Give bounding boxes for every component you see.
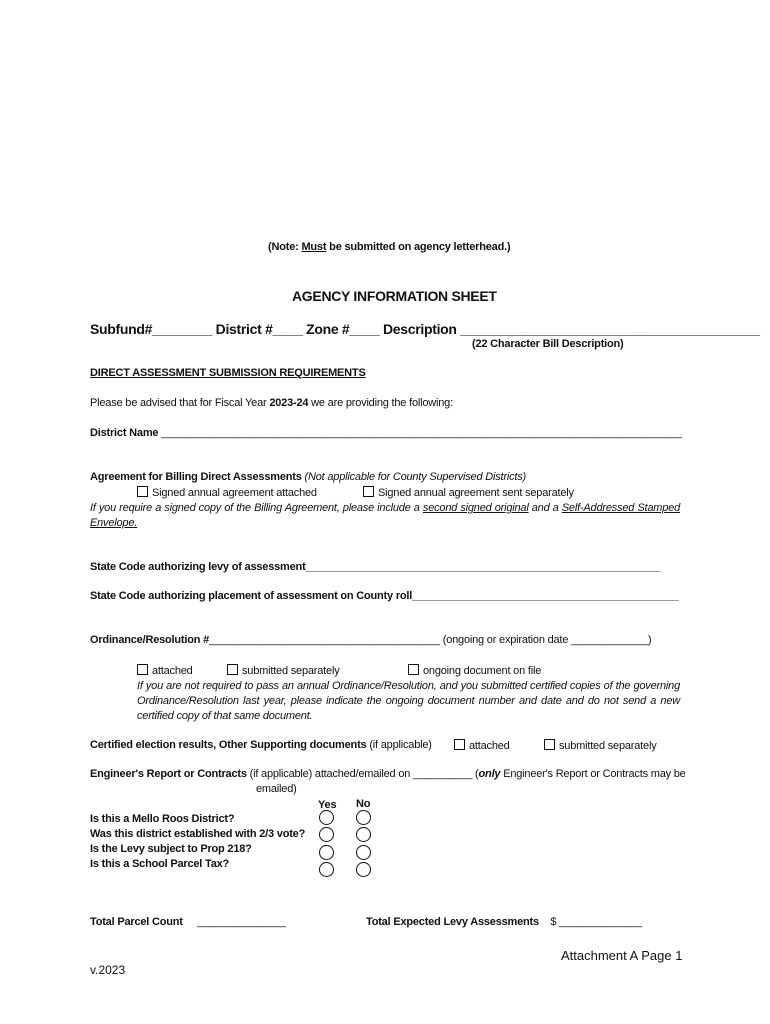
agreement-option-attached[interactable]: Signed annual agreement attached xyxy=(137,486,317,499)
checkbox[interactable] xyxy=(544,739,555,750)
zone-field[interactable]: Zone #____ xyxy=(306,321,380,337)
radio-yes-school-tax[interactable] xyxy=(319,862,334,877)
ordinance-field[interactable]: _______________________________________ xyxy=(209,634,440,646)
question-two-thirds-vote: Was this district established with 2/3 vote? xyxy=(90,828,306,840)
version-label: v.2023 xyxy=(90,963,126,977)
subfund-field[interactable]: Subfund#________ xyxy=(90,321,213,337)
agreement-row: Agreement for Billing Direct Assessments (Not applicable for County Supervised Districts) xyxy=(90,471,527,483)
radio-no-school-tax[interactable] xyxy=(356,862,371,877)
question-mello-roos: Is this a Mello Roos District? xyxy=(90,813,235,825)
total-parcel-row: Total Parcel Count _______________ xyxy=(90,916,286,928)
questions-list xyxy=(90,812,305,872)
ordinance-option-attached[interactable]: attached xyxy=(137,664,193,677)
description-field[interactable]: Description ________________________________________ xyxy=(382,321,760,337)
certified-row: Certified election results, Other Supporting documents (if applicable) xyxy=(90,739,432,751)
agreement-instructions: If you require a signed copy of the Billing Agreement, please include a second signed original and a Self-Addressed Stamped Envelope. xyxy=(90,502,680,529)
checkbox[interactable] xyxy=(454,739,465,750)
state-code-levy-field[interactable]: State Code authorizing levy of assessment____________________________________________________________ xyxy=(90,561,661,573)
district-field[interactable]: District #____ xyxy=(215,321,303,337)
checkbox[interactable] xyxy=(227,664,238,675)
ordinance-option-separate[interactable]: submitted separately xyxy=(227,664,340,677)
question-school-parcel-tax: Is this a School Parcel Tax? xyxy=(90,858,230,870)
bill-description-hint: (22 Character Bill Description) xyxy=(472,338,624,350)
radio-no-prop-218[interactable] xyxy=(356,845,371,860)
total-levy-row: Total Expected Levy Assessments $ ______________ xyxy=(366,916,642,928)
radio-yes-mello-roos[interactable] xyxy=(319,810,334,825)
fiscal-year-statement: Please be advised that for Fiscal Year 2023-24 we are providing the following: xyxy=(90,397,453,409)
subfund-line xyxy=(90,321,760,337)
section-heading: DIRECT ASSESSMENT SUBMISSION REQUIREMENTS xyxy=(90,367,366,379)
ordinance-instructions: If you are not required to pass an annual Ordinance/Resolution, and you submitted certified copies of the governing Ordinance/Resolution last year, please indicate the ongoing document number and date and do not send a new certified copy of that same document. xyxy=(137,680,680,722)
engineer-row-continued: emailed) xyxy=(256,783,297,795)
district-name-row xyxy=(90,427,682,439)
ordinance-row: Ordinance/Resolution #_______________________________________ (ongoing or expiration date _____________) xyxy=(90,634,652,646)
page-title: AGENCY INFORMATION SHEET xyxy=(292,288,497,304)
radio-yes-two-thirds[interactable] xyxy=(319,827,334,842)
radio-yes-prop-218[interactable] xyxy=(319,845,334,860)
radio-no-two-thirds[interactable] xyxy=(356,827,371,842)
certified-option-attached[interactable]: attached xyxy=(454,739,510,752)
checkbox[interactable] xyxy=(363,486,374,497)
checkbox[interactable] xyxy=(137,664,148,675)
no-column-header: No xyxy=(356,798,371,810)
question-prop-218: Is the Levy subject to Prop 218? xyxy=(90,843,252,855)
letterhead-note: (Note: Must be submitted on agency letterhead.) xyxy=(268,241,511,253)
checkbox[interactable] xyxy=(408,664,419,675)
state-code-roll-field[interactable]: State Code authorizing placement of assessment on County roll_____________________________________________ xyxy=(90,590,679,602)
agreement-option-separate[interactable]: Signed annual agreement sent separately xyxy=(363,486,574,499)
yes-column-header: Yes xyxy=(318,799,337,811)
district-name-field[interactable]: ________________________________________________________________________________________ xyxy=(161,427,682,439)
attachment-page-label: Attachment A Page 1 xyxy=(561,948,683,963)
radio-no-mello-roos[interactable] xyxy=(356,810,371,825)
total-levy-field[interactable]: $ ______________ xyxy=(550,916,642,928)
checkbox[interactable] xyxy=(137,486,148,497)
total-parcel-field[interactable]: _______________ xyxy=(197,916,286,928)
certified-option-separate[interactable]: submitted separately xyxy=(544,739,657,752)
ordinance-option-ongoing[interactable]: ongoing document on file xyxy=(408,664,541,677)
engineer-row: Engineer's Report or Contracts (if applicable) attached/emailed on __________ (only Engineer's Report or Contracts may be xyxy=(90,768,686,780)
district-name-label: District Name xyxy=(90,427,162,439)
